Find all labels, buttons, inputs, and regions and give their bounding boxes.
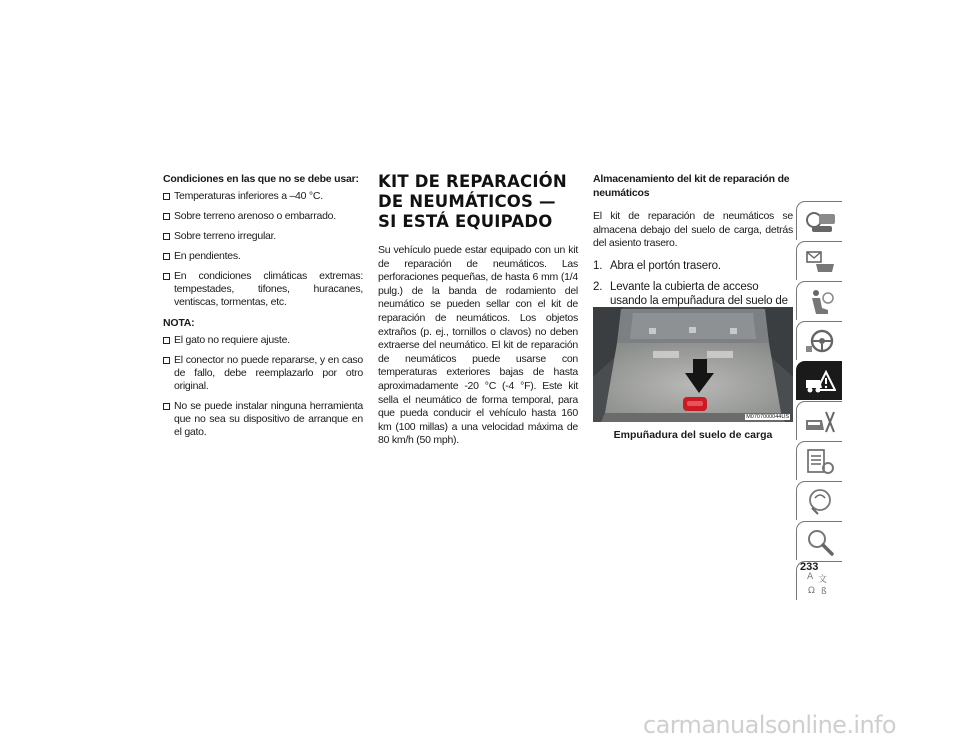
steering-wheel-icon: [804, 328, 836, 356]
checkbox-bullet-icon: [163, 213, 170, 220]
list-item: 1. Abra el portón trasero.: [593, 259, 721, 272]
tab-getting-to-know[interactable]: [796, 201, 842, 240]
notes-list: [163, 334, 363, 439]
right-column: [593, 172, 793, 329]
checkbox-bullet-icon: [163, 337, 170, 344]
middle-column: [378, 172, 578, 456]
list-item: En condiciones climáticas extremas: tempestades, tifones, huracanes, ventiscas, tormentas, etc.: [163, 270, 363, 309]
tab-index[interactable]: [796, 521, 842, 560]
cargo-floor-figure: [593, 307, 793, 422]
list-item: El gato no requiere ajuste.: [163, 334, 363, 347]
svg-text:ß: ß: [821, 587, 827, 596]
multimedia-icon: [804, 488, 836, 516]
tab-safety[interactable]: [796, 281, 842, 320]
svg-text:Ω: Ω: [808, 586, 815, 596]
maintenance-list-icon: [804, 448, 836, 476]
checkbox-bullet-icon: [163, 233, 170, 240]
conditions-list: [163, 190, 363, 309]
car-service-icon: [804, 408, 836, 436]
list-item: En pendientes.: [163, 250, 363, 263]
watermark: carmanualsonline.info: [643, 711, 896, 739]
tab-starting-operating[interactable]: [796, 321, 842, 360]
list-item: No se puede instalar ninguna herramienta que no sea su dispositivo de arranque en el gato.: [163, 400, 363, 439]
chapter-tabs: [796, 201, 842, 601]
seat-safety-icon: [804, 288, 836, 316]
tab-servicing-maintenance[interactable]: [796, 401, 842, 440]
checkbox-bullet-icon: [163, 357, 170, 364]
tab-technical-specs[interactable]: [796, 441, 842, 480]
tab-in-case-of-emergency[interactable]: [796, 361, 842, 400]
figure-caption: Empuñadura del suelo de carga: [613, 429, 773, 441]
page-number: 233: [800, 561, 819, 573]
list-item: Sobre terreno irregular.: [163, 230, 363, 243]
svg-text:A: A: [807, 572, 814, 582]
car-mail-icon: [804, 248, 836, 276]
intro-paragraph: Su vehículo puede estar equipado con un kit de reparación de neumáticos. Las perforaciones pequeñas, de hasta 6 mm (1/4 pulg.) de la banda de rodamiento del neumático se pueden sellar con el kit de reparación de neumáticos. Los objetos extraños (p. ej., tornillos o clavos) no deben extraerse del neumático. El kit de reparación de neumáticos puede usarse con temperaturas exteriores bajas de hasta aproximadamente -20 °C (-4 °F). Este kit sella el neumático de forma temporal, para que pueda conducir el vehículo hasta 160 km (100 millas) a una velocidad máxima de 80 km/h (50 mph).: [378, 244, 578, 447]
list-item: 2. Levante la cubierta de acceso usando la empuñadura del suelo de: [593, 280, 788, 307]
note-title: NOTA:: [163, 317, 195, 329]
car-dashboard-icon: [804, 208, 836, 236]
checkbox-bullet-icon: [163, 273, 170, 280]
figure-code: M0707000044US: [746, 414, 789, 420]
checkbox-bullet-icon: [163, 253, 170, 260]
tab-multimedia[interactable]: [796, 481, 842, 520]
storage-subtitle: Almacenamiento del kit de reparación de neumáticos: [593, 173, 790, 199]
list-item: Temperaturas inferiores a –40 °C.: [163, 190, 363, 203]
tab-instrument-panel[interactable]: [796, 241, 842, 280]
search-icon: [804, 528, 836, 556]
left-column: [163, 172, 363, 446]
svg-text:文: 文: [818, 575, 828, 585]
storage-paragraph: El kit de reparación de neumáticos se almacena debajo del suelo de carga, detrás del asiento trasero.: [593, 210, 793, 250]
emergency-warning-icon: [804, 368, 836, 396]
checkbox-bullet-icon: [163, 193, 170, 200]
section-heading: KIT DE REPARACIÓN DE NEUMÁTICOS — SI ESTÁ EQUIPADO: [378, 172, 567, 231]
list-item: Sobre terreno arenoso o embarrado.: [163, 210, 363, 223]
list-item: El conector no puede repararse, y en caso de fallo, debe reemplazarlo por otro original.: [163, 354, 363, 393]
conditions-subtitle: Condiciones en las que no se debe usar:: [163, 173, 359, 185]
checkbox-bullet-icon: [163, 403, 170, 410]
cargo-floor-illustration: [593, 307, 793, 422]
